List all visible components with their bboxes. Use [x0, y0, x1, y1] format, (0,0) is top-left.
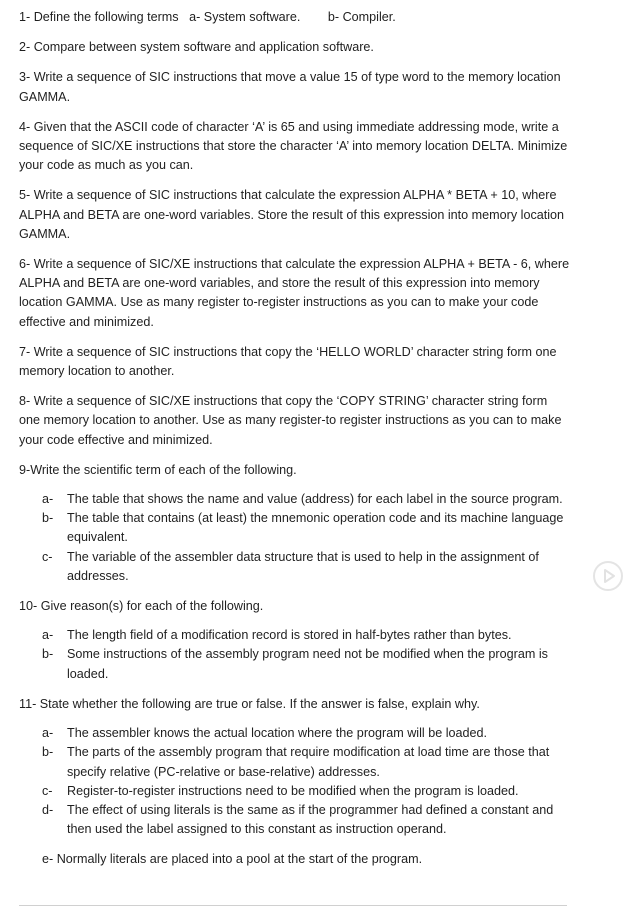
question-1-intro: 1- Define the following terms [19, 10, 179, 24]
question-9-list [19, 490, 571, 586]
question-10-list [19, 626, 571, 684]
document-body [19, 8, 571, 881]
list-marker: c- [42, 783, 53, 798]
list-item-text: The length field of a modification record is stored in half-bytes rather than bytes. [67, 628, 512, 643]
list-item [19, 782, 571, 801]
list-item [19, 626, 571, 645]
list-item-text: The table that shows the name and value (address) for each label in the source program. [67, 492, 563, 507]
list-item [19, 743, 571, 781]
question-11-list [19, 724, 571, 839]
list-marker: c- [42, 549, 53, 564]
list-item [19, 548, 571, 586]
question-6: 6- Write a sequence of SIC/XE instructions that calculate the expression ALPHA + BETA - 6, where ALPHA and BETA are one-word variables, and store the result of this expression into memory location GAMMA. Use as many register to-register instructions as you can to make your code effective and minimized. [19, 257, 570, 329]
question-5: 5- Write a sequence of SIC instructions that calculate the expression ALPHA * BETA + 10, where ALPHA and BETA are one-word variables. Store the result of this expression into memory location GAMMA. [19, 188, 565, 241]
list-item [19, 509, 571, 547]
list-marker: d- [42, 802, 54, 817]
play-button[interactable] [593, 561, 623, 591]
list-marker: a- [42, 628, 54, 643]
list-item [19, 801, 571, 839]
list-item-text: Register-to-register instructions need to be modified when the program is loaded. [67, 783, 519, 798]
question-8: 8- Write a sequence of SIC/XE instructions that copy the ‘COPY STRING’ character string form one memory location to another. Use as many register-to register instructions as you can to make your code effective and minimized. [19, 394, 562, 447]
list-marker: b- [42, 511, 54, 526]
question-3: 3- Write a sequence of SIC instructions that move a value 15 of type word to the memory location GAMMA. [19, 70, 561, 104]
question-7: 7- Write a sequence of SIC instructions that copy the ‘HELLO WORLD’ character string form one memory location to another. [19, 344, 557, 379]
question-10-title: 10- Give reason(s) for each of the following. [19, 599, 264, 614]
list-item-text: The effect of using literals is the same as if the programmer had defined a constant and then used the label assigned to this constant as instruction operand. [67, 802, 554, 837]
list-item-text: Some instructions of the assembly program need not be modified when the program is loaded. [67, 647, 548, 681]
question-1-term-a: a- System software. [189, 10, 301, 24]
list-item-text: The parts of the assembly program that require modification at load time are those that specify relative (PC-relative or base-relative) addresses. [67, 745, 550, 779]
list-marker: a- [42, 726, 54, 741]
list-item [19, 490, 571, 509]
question-1-term-b: b- Compiler. [327, 10, 396, 24]
list-item [19, 645, 571, 683]
list-item-text: The table that contains (at least) the mnemonic operation code and its machine language equivalent. [67, 511, 564, 545]
list-marker: b- [42, 647, 54, 662]
list-item-text: The variable of the assembler data structure that is used to help in the assignment of addresses. [67, 549, 539, 583]
question-9-title: 9-Write the scientific term of each of the following. [19, 462, 297, 477]
play-circle-icon [595, 563, 621, 589]
question-11-title: 11- State whether the following are true or false. If the answer is false, explain why. [19, 696, 480, 711]
list-item-text: The assembler knows the actual location where the program will be loaded. [67, 726, 488, 741]
question-1 [19, 8, 571, 27]
list-marker: a- [42, 492, 54, 507]
list-marker: b- [42, 745, 54, 760]
question-4: 4- Given that the ASCII code of character ‘A’ is 65 and using immediate addressing mode, write a sequence of SIC/XE instructions that store the character ‘A’ into memory location DELTA. Minimize your code as much as you can. [19, 119, 568, 173]
question-2: 2- Compare between system software and application software. [19, 40, 374, 55]
page-divider [19, 905, 567, 906]
question-11-item-e: e- Normally literals are placed into a pool at the start of the program. [42, 852, 423, 867]
list-item [19, 724, 571, 743]
